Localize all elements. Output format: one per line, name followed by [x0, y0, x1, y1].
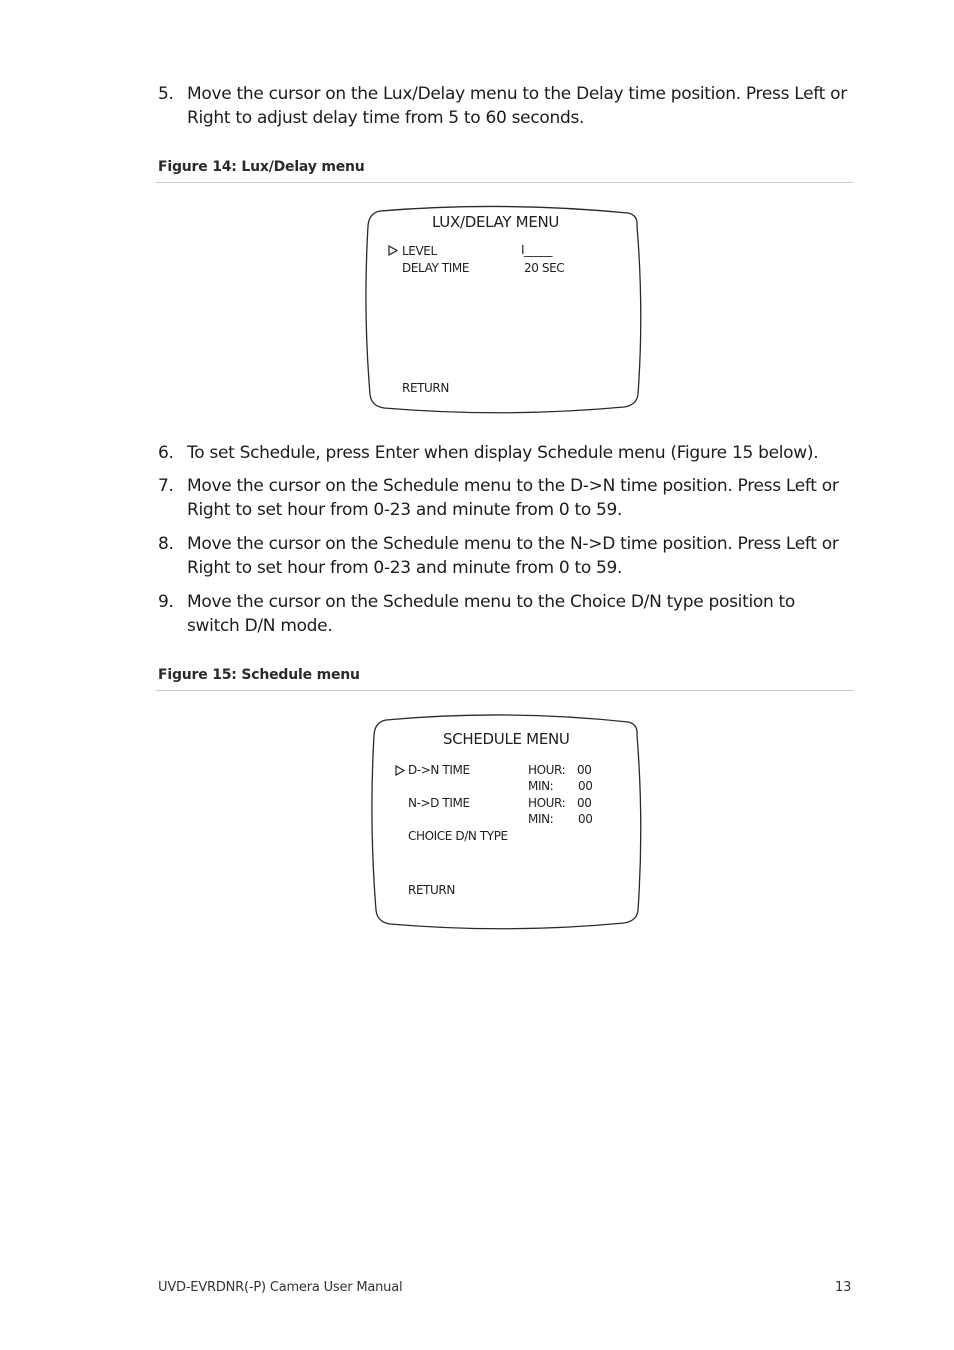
caption-rule [156, 182, 853, 183]
dn-min-value: 00 [578, 779, 593, 793]
step-text: To set Schedule, press Enter when display Schedule menu (Figure 15 below). [187, 443, 819, 463]
step-text: Move the cursor on the Schedule menu to the Choice D/N type position to switch D/N mode. [187, 592, 796, 636]
cursor-triangle-icon [395, 765, 405, 776]
menu-item-delay-time: DELAY TIME [402, 261, 470, 275]
caption-rule [156, 690, 853, 691]
nd-hour-value: 00 [577, 796, 592, 810]
menu-item-return: RETURN [402, 381, 449, 395]
figure-15-caption: Figure 15: Schedule menu [158, 667, 360, 683]
menu-item-level: LEVEL [402, 244, 437, 258]
dn-hour-value: 00 [577, 763, 592, 777]
screen-title: SCHEDULE MENU [443, 730, 570, 748]
menu-item-return: RETURN [408, 883, 455, 897]
step-7 [158, 474, 848, 522]
step-6 [158, 441, 848, 465]
step-number: 6. [158, 443, 174, 463]
step-9 [158, 590, 848, 638]
lux-delay-menu-screen [362, 204, 646, 418]
menu-item-nd-time: N->D TIME [408, 796, 470, 810]
delay-time-value: 20 SEC [524, 261, 565, 275]
dn-hour-label: HOUR: [528, 763, 566, 777]
menu-item-choice-dn-type: CHOICE D/N TYPE [408, 829, 508, 843]
step-8 [158, 532, 848, 580]
step-number: 5. [158, 84, 174, 104]
nd-min-label: MIN: [528, 812, 554, 826]
step-number: 9. [158, 592, 174, 612]
footer-manual-title: UVD-EVRDNR(-P) Camera User Manual [158, 1280, 403, 1295]
step-text: Move the cursor on the Lux/Delay menu to the Delay time position. Press Left or Right to adjust delay time from 5 to 60 seconds. [187, 84, 847, 128]
level-value: I_____ [521, 243, 553, 257]
schedule-menu-screen [368, 712, 646, 934]
nd-min-value: 00 [578, 812, 593, 826]
dn-min-label: MIN: [528, 779, 554, 793]
step-number: 7. [158, 476, 174, 496]
screen-title: LUX/DELAY MENU [432, 213, 560, 231]
nd-hour-label: HOUR: [528, 796, 566, 810]
step-text: Move the cursor on the Schedule menu to the D->N time position. Press Left or Right to set hour from 0-23 and minute from 0 to 59. [187, 476, 839, 520]
menu-item-dn-time: D->N TIME [408, 763, 470, 777]
figure-14-caption: Figure 14: Lux/Delay menu [158, 159, 365, 175]
step-number: 8. [158, 534, 174, 554]
footer-page-number: 13 [835, 1280, 852, 1295]
step-text: Move the cursor on the Schedule menu to the N->D time position. Press Left or Right to set hour from 0-23 and minute from 0 to 59. [187, 534, 839, 578]
cursor-triangle-icon [388, 245, 398, 256]
step-5 [158, 82, 848, 130]
